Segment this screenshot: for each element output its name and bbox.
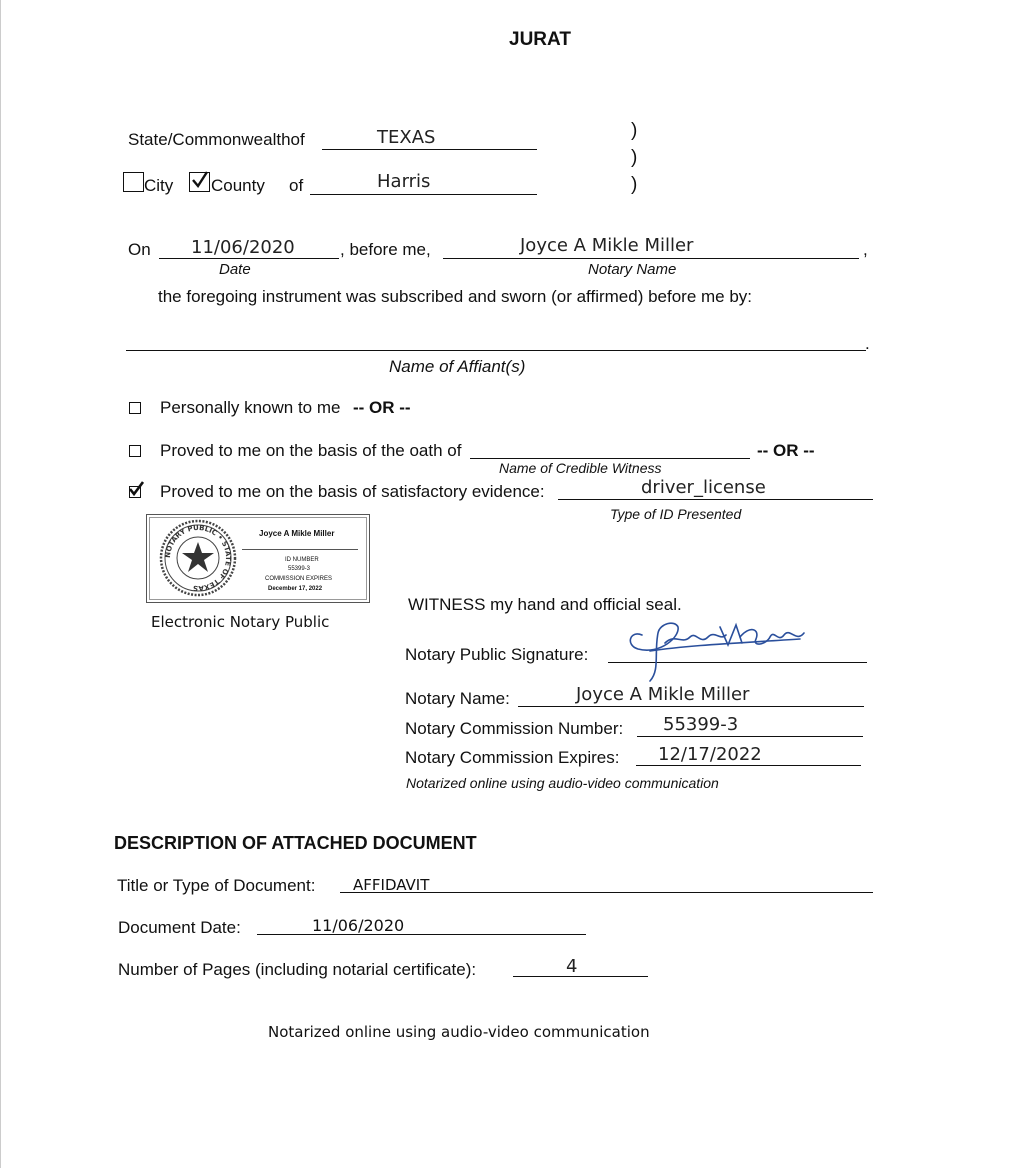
oath-checkbox[interactable] [129,445,141,457]
notary-name-caption: Notary Name [588,261,677,278]
bracket-paren: ) [631,120,638,141]
credible-witness-caption: Name of Credible Witness [499,460,662,476]
commission-number-label: Notary Commission Number: [405,719,624,738]
notary-name-label: Notary Name: [405,689,510,708]
county-label: County [211,176,265,195]
bracket-paren: ) [631,147,638,168]
witness-text: WITNESS my hand and official seal. [408,595,682,614]
oath-label: Proved to me on the basis of the oath of [160,441,462,460]
or-separator: -- OR -- [757,441,815,460]
before-me-label: , before me, [340,240,431,259]
seal-id-number: 55399-3 [288,566,311,572]
county-line [310,194,537,195]
date-line [159,258,339,259]
svg-text:NOTARY PUBLIC • STATE OF TEXAS: NOTARY PUBLIC • STATE OF TEXAS [163,523,233,593]
county-checkbox[interactable] [189,172,210,192]
notary-name-line-2 [518,706,864,707]
doc-title-value: AFFIDAVIT [353,876,430,894]
footer-note: Notarized online using audio-video communication [268,1023,650,1041]
seal-name: Joyce A Mikle Miller [259,529,335,538]
bracket-paren: ) [631,174,638,195]
satisfactory-evidence-checkbox[interactable] [129,486,141,498]
doc-title-label: Title or Type of Document: [117,876,316,895]
personally-known-label: Personally known to me [160,398,341,417]
seal-id-label: ID NUMBER [285,557,319,563]
seal-commission-date: December 17, 2022 [268,586,323,592]
notary-signature [620,615,820,685]
notary-name-value-2: Joyce A Mikle Miller [576,684,750,705]
commission-expires-value: 12/17/2022 [658,744,762,765]
commission-expires-label: Notary Commission Expires: [405,748,620,767]
page-count-label: Number of Pages (including notarial certificate): [118,960,477,979]
page-count-value: 4 [566,956,578,977]
id-value: driver_license [641,477,766,498]
doc-date-value: 11/06/2020 [312,916,405,935]
seal-commission-label: COMMISSION EXPIRES [265,576,333,582]
commission-number-value: 55399-3 [663,714,739,735]
online-note: Notarized online using audio-video communication [406,775,719,791]
doc-date-label: Document Date: [118,918,241,937]
sworn-text: the foregoing instrument was subscribed and sworn (or affirmed) before me by: [158,287,753,306]
date-caption: Date [219,261,251,278]
period: . [865,334,870,353]
credible-witness-line [470,458,750,459]
check-mark-icon [190,171,209,189]
state-line [322,149,537,150]
check-mark-icon [128,480,144,496]
id-line [558,499,873,500]
city-checkbox[interactable] [123,172,144,192]
page-edge [0,0,1,1168]
city-label: City [144,176,174,195]
date-value: 11/06/2020 [191,237,295,258]
on-label: On [128,240,151,259]
signature-label: Notary Public Signature: [405,645,589,664]
seal-caption: Electronic Notary Public [151,613,330,631]
state-label: State/Commonwealthof [128,130,305,149]
notary-seal [146,514,370,603]
texas-seal-emblem [158,518,238,598]
comma: , [863,240,868,259]
notary-name-line [443,258,859,259]
commission-expires-line [636,765,861,766]
affiant-caption: Name of Affiant(s) [389,357,526,376]
or-separator: -- OR -- [353,398,411,417]
notary-name-value: Joyce A Mikle Miller [520,235,694,256]
state-value: TEXAS [377,127,436,148]
county-value: Harris [377,171,431,192]
affiant-line [126,350,866,351]
page-count-line [513,976,648,977]
description-heading: DESCRIPTION OF ATTACHED DOCUMENT [114,833,477,853]
doc-date-line [257,934,586,935]
commission-number-line [637,736,863,737]
of-label: of [289,176,304,195]
satisfactory-evidence-label: Proved to me on the basis of satisfactory evidence: [160,482,545,501]
personally-known-checkbox[interactable] [129,402,141,414]
document-title: JURAT [509,29,571,50]
id-caption: Type of ID Presented [610,506,742,522]
